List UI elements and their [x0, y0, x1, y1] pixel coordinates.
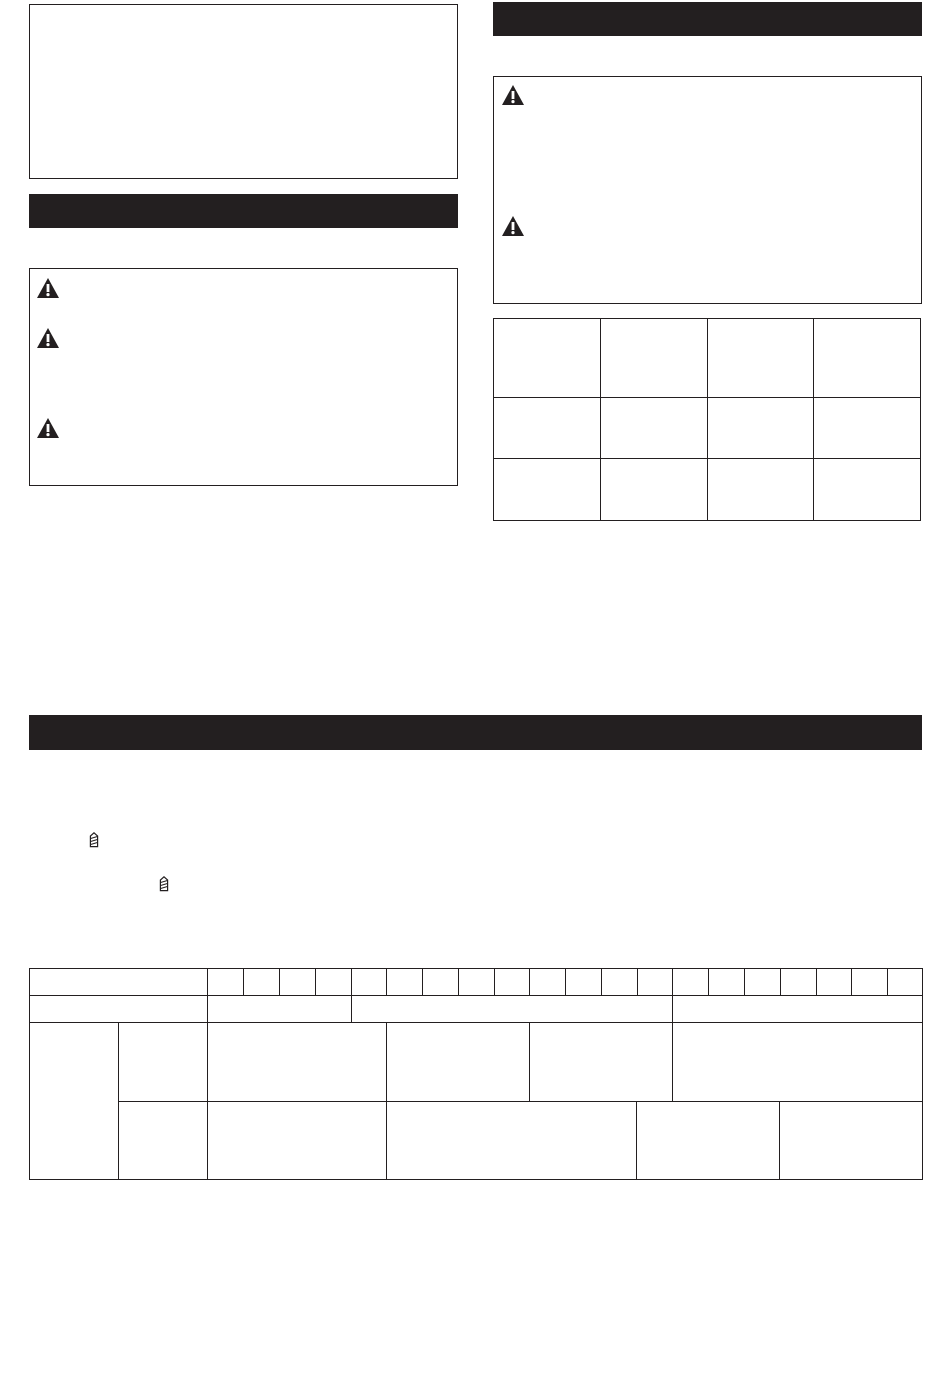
table-cell — [494, 398, 601, 459]
table-cell — [814, 398, 921, 459]
bottom-section-header-bar — [29, 715, 922, 750]
table-cell — [814, 459, 921, 521]
bottom-spec-table — [29, 968, 923, 1180]
table-cell — [600, 398, 707, 459]
warning-triangle-icon — [501, 215, 525, 237]
table-cell — [707, 459, 814, 521]
table-cell — [707, 319, 814, 398]
left-section-header-bar — [29, 194, 458, 228]
warning-triangle-icon — [36, 327, 60, 349]
table-cell — [814, 319, 921, 398]
warning-triangle-icon — [36, 277, 60, 299]
table-cell — [707, 398, 814, 459]
table-outer-border — [30, 969, 923, 1180]
right-section-header-bar — [493, 2, 922, 36]
right-spec-table — [493, 318, 921, 521]
table-row — [494, 398, 921, 459]
table-cell — [494, 459, 601, 521]
table-cell — [494, 319, 601, 398]
top-left-note-box — [29, 4, 458, 179]
drill-bit-icon — [89, 832, 99, 848]
table-row — [494, 459, 921, 521]
table-cell — [600, 319, 707, 398]
drill-bit-icon — [159, 876, 169, 892]
warning-triangle-icon — [36, 417, 60, 439]
table-row — [494, 319, 921, 398]
table-cell — [600, 459, 707, 521]
warning-triangle-icon — [501, 84, 525, 106]
right-warning-box — [493, 76, 922, 304]
left-warning-box — [29, 268, 458, 486]
